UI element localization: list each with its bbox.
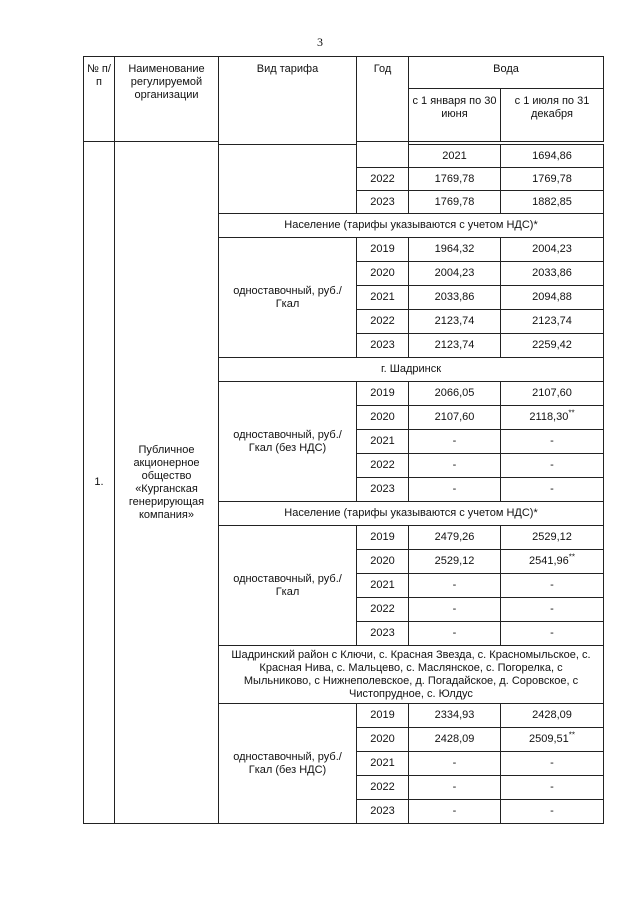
value-cell: 2529,12 (409, 550, 501, 574)
tariff-table (83, 56, 604, 824)
year-cell: 2021 (409, 145, 501, 168)
header-num: № п/п (84, 57, 115, 142)
year-cell: 2022 (357, 168, 409, 191)
page-number: 3 (317, 35, 323, 49)
header-period-1: с 1 января по 30 июня (409, 89, 501, 142)
value-cell: 2541,96** (501, 550, 604, 574)
value-cell: 2004,23 (501, 238, 604, 262)
value-cell: 2107,60 (409, 406, 501, 430)
value-cell: - (501, 752, 604, 776)
year-cell: 2022 (357, 310, 409, 334)
row-number: 1. (84, 142, 115, 824)
value-cell: - (501, 478, 604, 502)
organization-name: Публичное акционерное общество «Курганская генерирующая компания» (115, 142, 219, 824)
value-cell: - (409, 776, 501, 800)
section-header: Население (тарифы указываются с учетом НДС)* (219, 502, 604, 526)
value-cell: 2066,05 (409, 382, 501, 406)
header-organization: Наименование регулируемой организации (115, 57, 219, 142)
year-cell: 2019 (357, 238, 409, 262)
value-cell: - (501, 574, 604, 598)
value-cell: 1694,86 (501, 145, 604, 168)
value-cell: 2529,12 (501, 526, 604, 550)
value-cell: - (501, 430, 604, 454)
year-cell: 2021 (357, 430, 409, 454)
year-cell: 2021 (357, 286, 409, 310)
year-cell: 2023 (357, 334, 409, 358)
value-cell: 2428,09 (501, 704, 604, 728)
value-cell: 2123,74 (501, 310, 604, 334)
value-cell: 2094,88 (501, 286, 604, 310)
year-cell: 2023 (357, 478, 409, 502)
value-cell: 2259,42 (501, 334, 604, 358)
year-cell: 2020 (357, 262, 409, 286)
value-cell: - (409, 622, 501, 646)
value-cell: - (409, 574, 501, 598)
header-water: Вода (409, 57, 604, 89)
value-cell: 2509,51** (501, 728, 604, 752)
value-cell: - (409, 430, 501, 454)
tariff-type-cell: одноставочный, руб./Гкал (219, 238, 357, 358)
value-cell: 2428,09 (409, 728, 501, 752)
footnote-mark: ** (568, 552, 575, 562)
value-cell: - (409, 800, 501, 824)
value-cell: 2479,26 (409, 526, 501, 550)
year-cell: 2022 (357, 598, 409, 622)
value-cell: 1769,78 (409, 191, 501, 214)
footnote-mark: ** (568, 730, 575, 740)
year-cell: 2020 (357, 550, 409, 574)
value-cell: 2118,30** (501, 406, 604, 430)
value-cell: - (501, 598, 604, 622)
year-cell: 2023 (357, 191, 409, 214)
value-cell: - (409, 478, 501, 502)
value-cell: 1769,78 (501, 168, 604, 191)
value-cell: 2004,23 (409, 262, 501, 286)
value-cell: 2334,93 (409, 704, 501, 728)
value-cell: 1882,85 (501, 191, 604, 214)
year-cell: 2020 (357, 406, 409, 430)
value-cell: - (501, 776, 604, 800)
value-cell: - (409, 752, 501, 776)
value-cell: - (501, 454, 604, 478)
year-cell: 2020 (357, 728, 409, 752)
year-cell: 2019 (357, 382, 409, 406)
value-cell: - (501, 622, 604, 646)
value-cell: 2123,74 (409, 310, 501, 334)
value-cell: 1964,32 (409, 238, 501, 262)
section-header: г. Шадринск (219, 358, 604, 382)
tariff-type-cell: одноставочный, руб./Гкал (без НДС) (219, 704, 357, 824)
year-cell: 2019 (357, 704, 409, 728)
year-cell: 2023 (357, 622, 409, 646)
header-period-2: с 1 июля по 31 декабря (501, 89, 604, 142)
value-cell: 1769,78 (409, 168, 501, 191)
section-header: Население (тарифы указываются с учетом НДС)* (219, 214, 604, 238)
header-tariff-type: Вид тарифа (219, 57, 357, 145)
year-cell: 2022 (357, 776, 409, 800)
year-cell: 2023 (357, 800, 409, 824)
year-cell: 2021 (357, 752, 409, 776)
header-year: Год (357, 57, 409, 142)
year-cell: 2022 (357, 454, 409, 478)
tariff-type-cell: одноставочный, руб./Гкал (без НДС) (219, 382, 357, 502)
value-cell: 2123,74 (409, 334, 501, 358)
section-header: Шадринский район с Ключи, с. Красная Звезда, с. Красномыльское, с. Красная Нива, с. Мальцево, с. Маслянское, с. Погорелка, с Мыльниково, с Нижнеполевское, д. Погадайское, д. Соровское, с Чистопрудное, с. Юлдус (219, 646, 604, 704)
value-cell: - (501, 800, 604, 824)
value-cell: 2107,60 (501, 382, 604, 406)
tariff-type-cell: одноставочный, руб./Гкал (219, 526, 357, 646)
value-cell: 2033,86 (501, 262, 604, 286)
year-cell: 2019 (357, 526, 409, 550)
value-cell: - (409, 454, 501, 478)
footnote-mark: ** (568, 408, 575, 418)
tariff-type-cell (219, 145, 357, 214)
year-cell: 2021 (357, 574, 409, 598)
value-cell: - (409, 598, 501, 622)
value-cell: 2033,86 (409, 286, 501, 310)
